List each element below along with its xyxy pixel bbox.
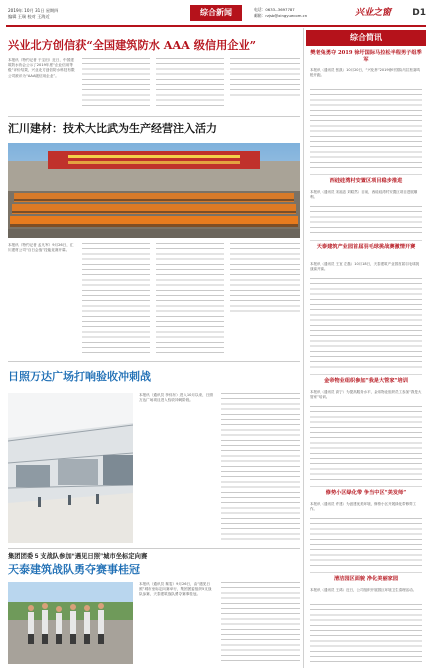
story2-photo bbox=[8, 143, 300, 238]
story1-lead: 本报讯（特约记者 于宝田）近日，中国建筑防水协会公示了2019年度“企业信用等级”评价结果，兴业北方创信防水科技有限公司被评为“AAA级信用企业”。 bbox=[8, 58, 75, 78]
brief-headline: 樊老兔勇夺 2019 徐圩国际马拉松半程男子组季军 bbox=[310, 50, 422, 64]
brief-headline: 修势小区绿化带 争当中区“美发师” bbox=[325, 490, 407, 496]
story4-kicker: 集团团委 5 支战队参加“遇见日照”城市坐标定向赛 bbox=[8, 553, 148, 560]
story2-lead: 本报讯（特约记者 孟凡军）9月26日，汇川建材公司“百日会战”技能竞赛开幕。 bbox=[8, 243, 74, 253]
divider bbox=[310, 374, 422, 375]
brief-lead: 本报讯（通讯员 王鸿）近日，公司组织开展园区环境卫生清理活动。 bbox=[310, 588, 417, 592]
story3-lead: 本报讯（通讯员 李伟东）进入10月以来，日照万达广场项目进入验收冲刺阶段。 bbox=[139, 393, 213, 403]
briefs-title-bar: 综合简讯 bbox=[306, 30, 426, 46]
brief-text bbox=[310, 518, 422, 568]
editor-line: 编辑 王瑞 校对 王海近 bbox=[8, 14, 50, 19]
date-line: 2019年 10月 31日 星期四 bbox=[8, 8, 59, 13]
story2-text-col2 bbox=[82, 243, 150, 355]
story4-headline: 天泰建筑战队勇夺赛事桂冠 bbox=[8, 563, 140, 576]
story2-headline: 汇川建材：技术大比武为生产经营注入活力 bbox=[8, 122, 217, 135]
brief-text bbox=[310, 406, 422, 482]
story4-lead: 本报讯（通讯员 秦雯）9月26日，由“遇见日照”城市坐标定向赛举行，集团团委组织5支战队参赛，天泰建筑战队勇夺赛事桂冠。 bbox=[139, 582, 212, 597]
story1-text-col4 bbox=[230, 58, 300, 98]
story2-text-col4 bbox=[230, 243, 300, 313]
divider bbox=[310, 174, 422, 175]
story3-headline: 日照万达广场打响验收冲刺战 bbox=[8, 370, 151, 383]
contact-phone: 电话：0633--3697787 bbox=[254, 7, 295, 12]
workers-assembly-photo bbox=[8, 143, 300, 238]
masthead-logo: 兴业之窗 bbox=[355, 8, 392, 18]
story4-text-col2 bbox=[221, 582, 300, 664]
header-contact bbox=[254, 7, 350, 18]
column-separator bbox=[303, 28, 304, 668]
divider bbox=[310, 486, 422, 487]
divider bbox=[310, 240, 422, 241]
header-rule bbox=[6, 25, 426, 27]
divider bbox=[310, 572, 422, 573]
story3-photo bbox=[8, 393, 133, 543]
brief-lead: 本报讯（通讯员 宋福忠 刘昭然）目前，西硅硅湾村安置区项目进展顺利。 bbox=[310, 190, 418, 199]
divider bbox=[8, 548, 300, 549]
header-meta bbox=[8, 8, 148, 20]
page-number: D1 bbox=[412, 8, 426, 18]
section-tag: 综合新闻 bbox=[190, 5, 242, 21]
brief-text bbox=[310, 278, 422, 370]
story1-headline: 兴业北方创信获“全国建筑防水 AAA 级信用企业” bbox=[8, 38, 257, 52]
divider bbox=[8, 116, 300, 117]
story4-photo bbox=[8, 582, 133, 664]
brief-lead: 本报讯（通讯员 王宜 左磊）10月18日，天泰建筑产业园首届羽毛球挑战赛开赛。 bbox=[310, 262, 420, 271]
brief-text bbox=[310, 89, 422, 169]
brief-text bbox=[310, 206, 422, 236]
brief-headline: 西硅硅湾村安置区项目稳步推进 bbox=[329, 178, 403, 184]
story2-text-col3 bbox=[156, 243, 224, 355]
brief-text bbox=[310, 604, 422, 666]
brief-lead: 本报讯（通讯员 高宁）为提高服务水平，金帝物业组织员工参加“我是大管家”培训。 bbox=[310, 390, 422, 399]
brief-lead: 本报讯（通讯员 张凯）10月20日，“兴化杯”2019徐圩国际马拉松赛鸣枪开跑。 bbox=[310, 68, 421, 77]
mall-interior-photo bbox=[8, 393, 133, 543]
brief-headline: 清洁园区面貌 净化美丽家园 bbox=[333, 576, 399, 582]
contact-email: 邮箱：rzjsb@xingyuecom.cn bbox=[254, 12, 308, 18]
runners-photo bbox=[8, 582, 133, 664]
brief-lead: 本报讯（通讯员 许建）为创建优美环境，修势小区开展绿化带修剪工作。 bbox=[310, 502, 417, 511]
story1-text-col3 bbox=[156, 58, 224, 110]
story1-text-col2 bbox=[82, 58, 150, 110]
brief-headline: 金帝物业组织参加“我是大管家”培训 bbox=[324, 378, 408, 384]
story3-text-col2 bbox=[221, 393, 300, 543]
divider bbox=[8, 361, 300, 362]
brief-headline: 天泰建筑产业园首届羽毛球挑战赛激情开赛 bbox=[316, 244, 416, 250]
